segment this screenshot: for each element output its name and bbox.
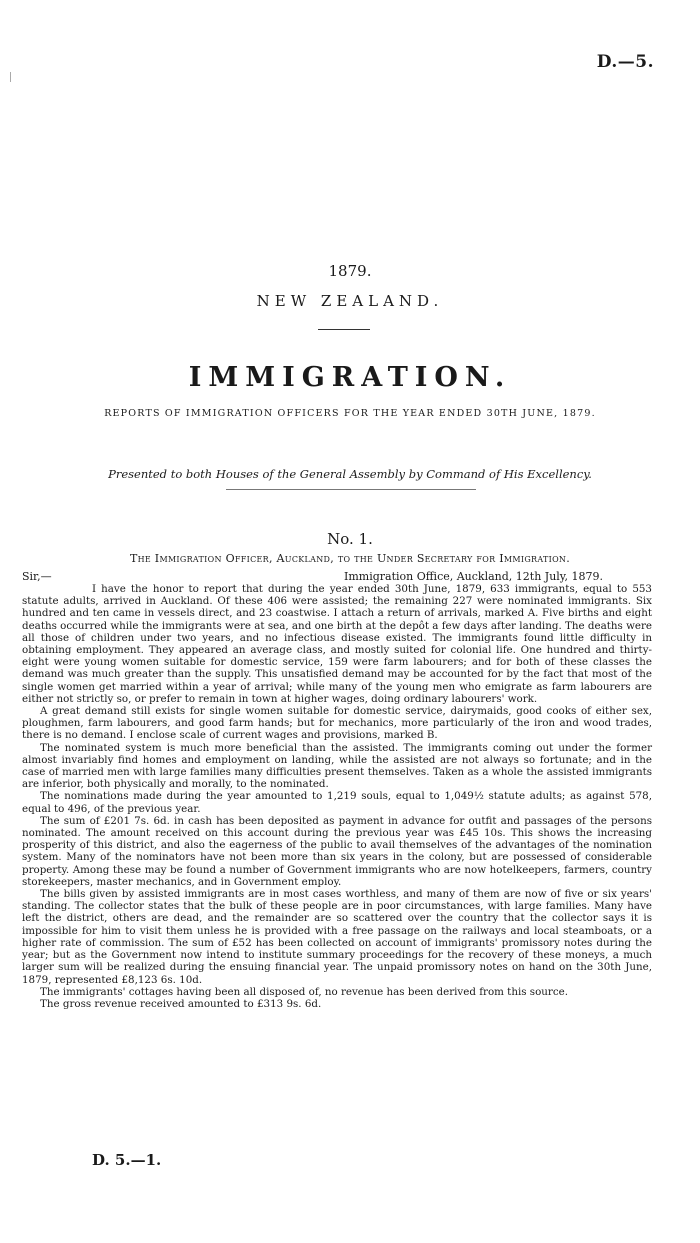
paragraph: The immigrants' cottages having been all disposed of, no revenue has been derived from this source. [40,985,568,998]
report-heading [0,552,700,565]
margin-mark [10,72,11,82]
year: 1879. [328,262,372,280]
divider [226,489,476,490]
report-number: No. 1. [327,530,373,548]
report-heading-text: The Immigration Officer, Auckland, to the Under Secretary for Immigration. [129,552,571,565]
paragraph: A great demand still exists for single women suitable for domestic service, dairymaids, good cooks of either sex, ploughmen, farm labourers, and good farm hands; but for mechanics, more particularly of the iron and wood trades, there is no demand. I enclose scale of current wages and provisions, marked B. [22,705,652,742]
footer-signature: D. 5.—1. [92,1151,162,1169]
dateline: Immigration Office, Auckland, 12th July, 1879. [344,570,604,583]
subtitle: REPORTS OF IMMIGRATION OFFICERS FOR THE YEAR ENDED 30TH JUNE, 1879. [104,408,596,419]
paragraph: The nominations made during the year amounted to 1,219 souls, equal to 1,049½ statute adults; as against 578, equal to 496, of the previous year. [22,790,652,815]
report-body [22,583,652,1010]
country: NEW ZEALAND. [256,292,444,310]
paragraph: The sum of £201 7s. 6d. in cash has been deposited as payment in advance for outfit and passages of the persons nominated. The amount received on this account during the previous year was £45 10s. This shows the increasing prosperity of this district, and also the eagerness of the public to avail themselves of the advantages of the nomination system. Many of the nominators have not been more than six years in the colony, but are possessed of considerable property. Among these may be found a number of Government immigrants who are now hotelkeepers, farmers, country storekeepers, master mechanics, and in Government employ. [22,814,652,888]
paragraph: The nominated system is much more beneficial than the assisted. The immigrants coming out under the former almost invariably find homes and employment on landing, while the assisted are not always so fortunate; and in the case of married men with large families many difficulties present themselves. Taken as a whole the assisted immigrants are inferior, both physically and morally, to the nominated. [22,741,652,791]
page-reference: D.—5. [596,52,654,72]
divider [318,329,370,330]
presented-line: Presented to both Houses of the General Assembly by Command of His Excellency. [108,467,592,481]
paragraph: The bills given by assisted immigrants are in most cases worthless, and many of them are now of five or six years' standing. The collector states that the bulk of these people are in poor circumstances, with large families. Many have left the district, others are dead, and the remainder are so scattered over the country that the collector says it is impossible for him to visit them unless he is provided with a free passage on the railways and local steamboats, or a higher rate of commission. The sum of £52 has been collected on account of immigrants' promissory notes during the year; but as the Government now intend to institute summary proceedings for the recovery of these moneys, a much larger sum will be realized during the ensuing financial year. The unpaid promissory notes on hand on the 30th June, 1879, represented £8,123 6s. 10d. [22,888,652,986]
page-title: IMMIGRATION. [188,362,512,393]
paragraph: I have the honor to report that during the year ended 30th June, 1879, 633 immigrants, equal to 553 statute adults, arrived in Auckland. Of these 406 were assisted; the remaining 227 were nominated immigrants. Six hundred and ten came in vessels direct, and 23 coastwise. I attach a return of arrivals, marked A. Five births and eight deaths occurred while the immigrants were at sea, and one birth at the depôt a few days after landing. The deaths were all those of children under two years, and no infectious disease existed. The immigrants found little difficulty in obtaining employment. They appeared an average class, and mostly suited for colonial life. One hundred and thirty-eight were young women suitable for domestic service, 159 were farm labourers; and for both of these classes the demand was much greater than the supply. This unsatisfied demand may be accounted for by the fact that most of the single women get married within a year of arrival; while many of the young men who emigrate as farm labourers are either not strictly so, or prefer to remain in town at higher wages, doing ordinary labourers' work. [22,583,652,705]
salutation: Sir,— [22,570,52,583]
paragraph: The gross revenue received amounted to £313 9s. 6d. [40,997,322,1010]
